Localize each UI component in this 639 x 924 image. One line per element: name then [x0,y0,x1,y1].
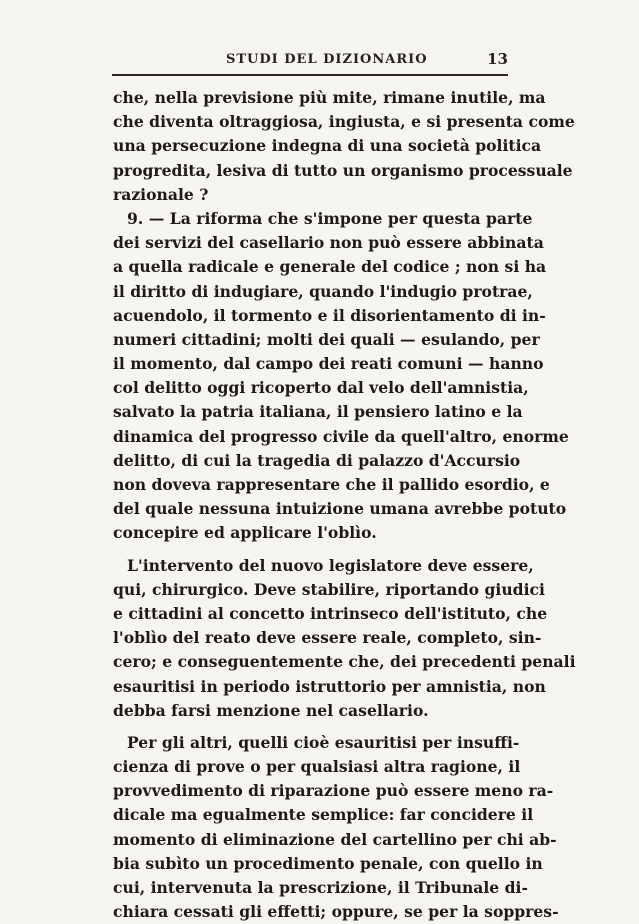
text-line: salvato la patria italiana, il pensiero latino e la [113,402,523,422]
text-line: il momento, dal campo dei reati comuni — hanno [113,354,544,374]
text-line: che diventa oltraggiosa, ingiusta, e si presenta come [113,112,575,132]
text-line: cienza di prove o per qualsiasi altra ragione, il [113,757,521,777]
paragraph-2 [113,207,569,546]
text-line: qui, chirurgico. Deve stabilire, riportando giudici [113,579,545,599]
paragraph-3 [113,554,576,723]
text-line: concepire ed applicare l'oblìo. [113,523,377,543]
text-line: una persecuzione indegna di una società politica [113,136,542,156]
text-line: L'intervento del nuovo legislatore deve essere, [127,555,534,575]
page-number: 13 [487,50,508,68]
text-line: chiara cessati gli effetti; oppure, se per la soppres- [113,902,559,922]
text-line: razionale ? [113,184,209,204]
text-line: cui, intervenuta la prescrizione, il Tribunale di- [113,878,528,897]
text-line: delitto, di cui la tragedia di palazzo d'Accursio [113,450,521,470]
text-line: debba farsi menzione nel casellario. [113,700,429,720]
text-line: provvedimento di riparazione può essere meno ra- [113,781,554,801]
text-line: progredita, lesiva di tutto un organismo processuale [113,160,573,180]
text-line: bia subìto un procedimento penale, con quello in [113,853,543,873]
page-header [112,50,508,72]
paragraph-1 [113,86,575,207]
text-line: il diritto di indugiare, quando l'indugio protrae, [113,281,533,301]
text-line: acuendolo, il tormento e il disorientamento di in- [113,305,546,325]
paragraph-4 [113,731,559,924]
text-line: numeri cittadini; molti dei quali — esulando, per [113,329,540,349]
text-line: dinamica del progresso civile da quell'altro, enorme [113,426,569,446]
text-line: l'oblìo del reato deve essere reale, completo, sin- [113,628,542,648]
text-line: dei servizi del casellario non può essere abbinata [113,233,544,253]
text-line: esauritisi in periodo istruttorio per amnistia, non [113,676,546,696]
text-line: a quella radicale e generale del codice ; non si ha [113,257,547,277]
text-line: momento di eliminazione del cartellino per chi ab- [113,829,557,849]
header-rule [112,74,508,76]
text-line: che, nella previsione più mite, rimane inutile, ma [113,88,546,107]
text-line: dicale ma egualmente semplice: far concidere il [113,805,534,825]
text-line: del quale nessuna intuizione umana avrebbe potuto [113,499,567,519]
body-text [113,86,576,924]
running-head: STUDI DEL DIZIONARIO [226,52,428,67]
text-line: cero; e conseguentemente che, dei precedenti penali [113,652,576,672]
text-line: e cittadini al concetto intrinseco dell'istituto, che [113,603,548,623]
text-line: Per gli altri, quelli cioè esauritisi per insuffi- [127,732,520,752]
text-line: 9. — La riforma che s'impone per questa parte [127,208,533,228]
text-line: non doveva rappresentare che il pallido esordio, e [113,475,550,494]
text-line: col delitto oggi ricoperto dal velo dell'amnistia, [113,378,529,398]
